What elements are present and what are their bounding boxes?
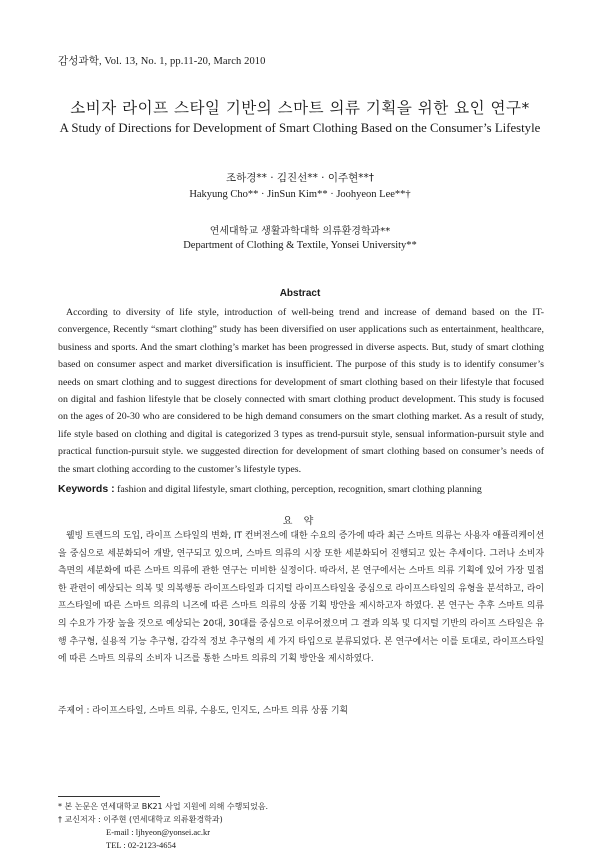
keywords-text: fashion and digital lifestyle, smart clothing, perception, recognition, smart clothing planning — [117, 484, 482, 495]
footnote-divider — [58, 796, 160, 797]
footnote-tel: TEL : 02-2123-4654 — [106, 840, 177, 850]
authors-english: Hakyung Cho** · JinSun Kim** · Joohyeon Lee**† — [189, 189, 411, 200]
abstract-heading: Abstract — [279, 288, 321, 299]
abstract-text: According to diversity of life style, introduction of well-being trend and increase of demand based on the IT-convergence, Recently “smart clothing” study has been diversified on user applications such as entertainment, healthcare, business and sports. And the smart clothing’s market has been progressed in diverse aspects. But, study of smart clothing based on consumer aspect and market diversification is insufficient. The purpose of this study is to identify consumer’s needs on smart clothing and to suggest directions for development of smart clothing based on their lifestyle that focused on digital and fashion lifestyle that be closely connected with smart clothing product development. This study is focused on the ages of 20-30 who are considered to be high demand consumers on the smart clothing market. As a result of study, life style based on clothing and digital is categorized 3 types as trend-pursuit style, sensual information-pursuit style and practical function-pursuit style. we suggested direction for development of smart clothing based on consumer’s needs of the smart clothing according to the customer’s lifestyle types. — [58, 307, 544, 475]
footnote-email: E-mail : ljhyeon@yonsei.ac.kr — [106, 827, 211, 837]
summary-text: 웰빙 트렌드의 도입, 라이프 스타일의 변화, IT 컨버전스에 대한 수요의 증가에 따라 최근 스마트 의류는 사용자 애플리케이션을 중심으로 세분화되어 개발, 연구되고 있으며, 스마트 의류의 시장 또한 세분화되어 진행되고 있는 추세이다. 그러나 소비자 측면의 세분화에 따른 스마트 의류에 관한 연구는 미비한 실정이다. 따라서, 본 연구에서는 스마트 의류 기획에 있어 가장 밀접한 관련이 예상되는 의복 및 의복행동 라이프스타일과 디지털 라이프스타일을 중심으로 라이프스타일의 유형을 분석하고, 라이프스타일에 따른 스마트 의류의 니즈에 따른 스마트 의류의 상품 기획 방안을 제시하고자 하였다. 본 연구는 추후 스마트 의류의 수요가 가장 높을 것으로 예상되는 20대, 30대를 중심으로 이루어졌으며 그 결과 의복 및 디지털 기반의 라이프 스타일은 유행 추구형, 실용적 기능 추구형, 감각적 정보 추구형의 세 가지 타입으로 분류되었다. 본 연구에서는 이를 토대로, 라이프스타일에 따른 스마트 의류의 소비자 니즈를 통한 스마트 의류의 기획 방안을 제시하였다. — [58, 531, 544, 665]
affiliation-korean: 연세대학교 생활과학대학 의류환경학과** — [209, 226, 391, 237]
footnote-corresponding-author: † 교신저자 : 이주현 (연세대학교 의류환경학과) — [58, 815, 223, 824]
journal-reference: 감성과학, Vol. 13, No. 1, pp.11-20, March 2010 — [58, 56, 266, 67]
korean-keywords-line — [58, 704, 548, 718]
keywords-label: Keywords : — [58, 483, 115, 495]
footnote-funding: * 본 논문은 연세대학교 BK21 사업 지원에 의해 수행되었음. — [58, 802, 269, 811]
keywords-line — [58, 482, 548, 497]
korean-keywords-label: 주제어 : — [58, 706, 90, 716]
authors-korean: 조하경** · 김진선** · 이주현**† — [225, 172, 375, 184]
summary-heading: 요 약 — [282, 516, 318, 527]
affiliation-english: Department of Clothing & Textile, Yonsei University** — [183, 240, 417, 251]
title-english: A Study of Directions for Development of Smart Clothing Based on the Consumer’s Lifestyle — [59, 121, 541, 135]
korean-keywords-text: 라이프스타일, 스마트 의류, 수용도, 인지도, 스마트 의류 상품 기획 — [92, 706, 349, 716]
title-korean: 소비자 라이프 스타일 기반의 스마트 의류 기획을 위한 요인 연구* — [70, 99, 530, 117]
footnotes — [58, 800, 538, 852]
